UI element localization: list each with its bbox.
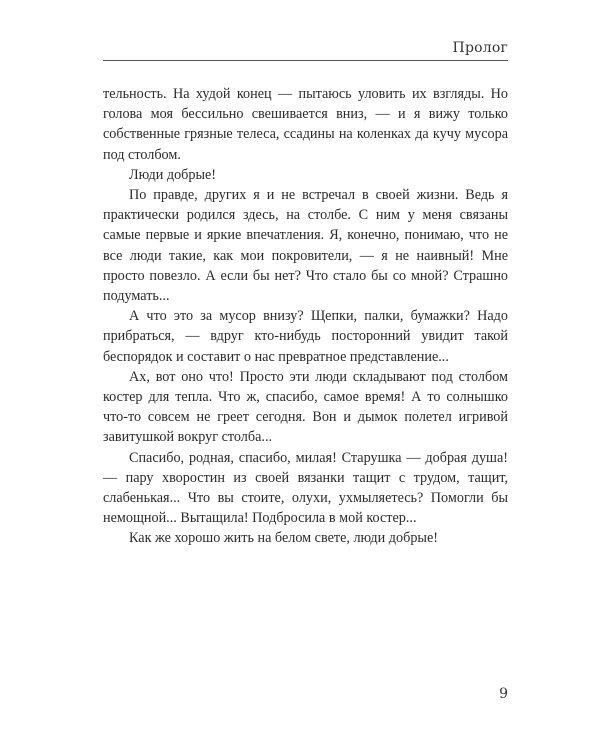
paragraph: По правде, других я и не встречал в своей жизни. Ведь я практически родился здесь, на столбе. С ним у меня связаны самые первые и яркие впечатления. Я, конечно, понимаю, что не все люди такие, как мои покровители, — я не наивный! Мне просто повезло. А если бы нет? Что стало бы со мной? Страшно подумать...	[103, 187, 508, 305]
paragraph: А что это за мусор внизу? Щепки, палки, бумажки? Надо прибраться, — вдруг кто-нибудь посторонний увидит такой беспорядок и составит о нас превратное представление...	[103, 308, 508, 365]
header-rule	[103, 60, 508, 61]
paragraph: Спасибо, родная, спасибо, милая! Старушка — добрая душа! — пару хворостин из своей вязанки тащит с трудом, тащит, слабенькая... Что вы стоите, олухи, ухмыляетесь? Помогли бы немощной... Вытащила! Подбросила в мой костер...	[103, 449, 508, 527]
body-text	[103, 84, 508, 549]
paragraph: Ах, вот оно что! Просто эти люди складывают под столбом костер для тепла. Что ж, спасибо, самое время! А то солнышко что-то совсем не греет сегодня. Вон и дымок полетел игривой завитушкой вокруг столба...	[103, 368, 508, 446]
paragraph: тельность. На худой конец — пытаюсь уловить их взгляды. Но голова моя бессильно свешивается вниз, — и я вижу только собственные грязные телеса, ссадины на коленках да кучу мусора под столбом.	[103, 86, 508, 163]
paragraph: Как же хорошо жить на белом свете, люди добрые!	[129, 530, 438, 547]
page-number: 9	[499, 686, 508, 702]
paragraph: Люди добрые!	[129, 166, 217, 183]
running-header-title: Пролог	[452, 40, 508, 56]
